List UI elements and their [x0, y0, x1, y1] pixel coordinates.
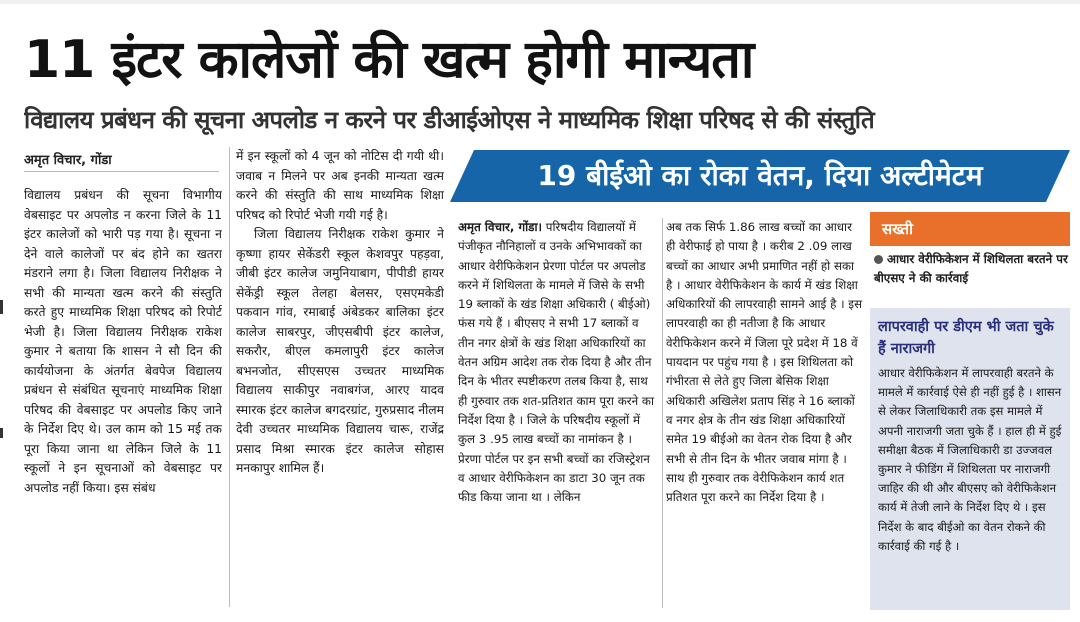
- story1-byline: अमृत विचार, गोंडा: [24, 150, 219, 172]
- story1-column-1: [24, 186, 222, 610]
- sidebar-box-title: लापरवाही पर डीएम भी जता चुके हैं नाराजगी: [878, 319, 1054, 357]
- sidebar-point: [870, 250, 1070, 302]
- story2-byline: अमृत विचार, गोंडा।: [458, 220, 543, 234]
- story2-col1-body: परिषदीय विद्यालयों में पंजीकृत नौनिहालों व उनके अभिभावकों का आधार वेरीफिकेशन प्रेरणा पोर्टल पर अपलोड करने में शिथिलता के मामले में जिसे के सभी 19 ब्लाकों के खंड शिक्षा अधिकारी ( बीईओ) फंस गये हैं । बीएसए ने सभी 17 ब्लाकों व तीन नगर क्षेत्रों के खंड शिक्षा अधिकारियों का वेतन अग्रिम आदेश तक रोक दिया है और तीन दिन के भीतर स्पष्टीकरण तलब किया है, साथ ही गुरुवार तक शत-प्रतिशत काम पूरा करने का निर्देश दिया है । जिले के परिषदीय स्कूलों में कुल 3 .95 लाख बच्चों का नामांकन है । प्रेरणा पोर्टल पर इन सभी बच्चों का रजिस्ट्रेशन व आधार वेरीफिकेशन का डाटा 30 जून तक फीड किया जाना था । लेकिन: [458, 220, 655, 505]
- subheadline: विद्यालय प्रबंधन की सूचना अपलोड न करने पर डीआईओएस ने माध्यमिक शिक्षा परिषद से की संस्तुति: [24, 106, 875, 134]
- column-divider: [229, 147, 230, 607]
- story1-col2-para1: में इन स्कूलों को 4 जून को नोटिस दी गयी थी। जवाब न मिलने पर अब इनकी मान्यता खत्म करने की संस्तुति की साथ माध्यमिक शिक्षा परिषद को रिपोर्ट भेजी गयी गई है।: [236, 149, 444, 222]
- story2-col1-text: [458, 218, 658, 507]
- column-divider: [662, 218, 663, 608]
- story2-column-2: [666, 218, 864, 608]
- story1-col2-para2: जिला विद्यालय निरीक्षक राकेश कुमार ने कृष्णा हायर सेकेंडरी स्कूल केशवपुर पहड़वा, जीबी इंटर कालेज जमुनियाबाग, पीपीडी हायर सेकेंड्री स्कूल तेलहा बेलसर, एसएमकेडी पकवान गांव, रमाबाई अंबेडकर बालिका इंटर कालेज साबरपुर, जीएसबीपी इंटर कालेज, सकरौर, बीएल कमलापुरी इंटर कालेज बभनजोत, सीएसएस उच्चतर माध्यमिक विद्यालय साकीपुर नवाबगंज, आरए यादव स्मारक इंटर कालेज बगदरग्रांट, गुरुप्रसाद नीलम देवी उच्चतर माध्यमिक विद्यालय चारू, राजेंद्र प्रसाद मिश्रा स्मारक इंटर कालेज सोहास मनकापुर शामिल हैं।: [236, 227, 444, 475]
- sidebar-box: [870, 308, 1070, 610]
- story1-column-2: [236, 147, 444, 610]
- edge-mark: [0, 300, 3, 314]
- story2-col2-text: अब तक सिर्फ 1.86 लाख बच्चों का आधार ही वेरीफाई हो पाया है । करीब 2 .09 लाख बच्चों का आधार अभी प्रमाणित नहीं हो सका है । आधार वेरीफिकेशन के कार्य में खंड शिक्षा अधिकारियों की लापरवाही सामने आई है । इस लापरवाही का ही नतीजा है कि आधार वेरीफिकेशन करने में जिला पूरे प्रदेश में 18 वें पायदान पर पहुंच गया है । इस शिथिलता को गंभीरता से लेते हुए जिला बेसिक शिक्षा अधिकारी अखिलेश प्रताप सिंह ने 16 ब्लाकों व नगर क्षेत्र के तीन खंड शिक्षा अधिकारियों समेत 19 बीईओ का वेतन रोक दिया है और सभी से तीन दिन के भीतर जवाब मांगा है । साथ ही गुरुवार तक वेरीफिकेशन कार्य शत प्रतिशत पूरा करने का निर्देश दिया है ।: [666, 220, 863, 505]
- top-rule: [0, 0, 1080, 4]
- sidebar: [870, 212, 1070, 610]
- edge-mark: [0, 428, 3, 438]
- sidebar-point-text: आधार वेरीफिकेशन में शिथिलता बरतने पर बीएसए ने की कार्रवाई: [874, 252, 1068, 285]
- story2-banner: [450, 150, 1070, 202]
- story2-title: 19 बीईओ का रोका वेतन, दिया अल्टीमेटम: [537, 159, 983, 192]
- bullet-icon: [874, 255, 883, 264]
- sidebar-tag: सख्ती: [870, 212, 1070, 246]
- story2-column-1: [458, 218, 658, 608]
- story1-col1-text: विद्यालय प्रबंधन की सूचना विभागीय वेबसाइट पर अपलोड न करना जिले के 11 इंटर कालेजों को भारी पड़ गया है। सूचना न देने वाले कालेजों पर बंद होने का खतरा मंडराने लगा है। जिला विद्यालय निरीक्षक ने सभी की मान्यता खत्म करने की संस्तुति करते हुए माध्यमिक शिक्षा परिषद को रिपोर्ट भेजी है। जिला विद्यालय निरीक्षक राकेश कुमार ने बताया कि शासन ने सौ दिन की कार्ययोजना के अंतर्गत बेवपेज विद्यालय प्रबंधन से संबंधित सूचनाएं माध्यमिक शिक्षा परिषद की वेबसाइट पर अपलोड किए जाने के निर्देश दिए थे। उल काम को 15 मई तक पूरा किया जाना था लेकिन जिले के 11 स्कूलों ने इन सूचनाओं को वेबसाइट पर अपलोड नहीं किया। इस संबंध: [24, 188, 222, 495]
- headline: 11 इंटर कालेजों की खत्म होगी मान्यता: [24, 30, 754, 90]
- sidebar-box-text: आधार वेरीफिकेशन में लापरवाही बरतने के मामले में कार्रवाई ऐसे ही नहीं हुई है । शासन से लेकर जिलाधिकारी तक इस मामले में अपनी नाराजगी जता चुके हैं । हाल ही में हुई समीक्षा बैठक में जिलाधिकारी डा उज्जवल कुमार ने फीडिंग में शिथिलता पर नाराजगी जाहिर की थी और बीएसए को वेरीफिकेशन कार्य में तेजी लाने के निर्देश दिए थे । इस निर्देश के बाद बीईओ का वेतन रोकने की कार्रवाई की गई है ।: [878, 366, 1062, 553]
